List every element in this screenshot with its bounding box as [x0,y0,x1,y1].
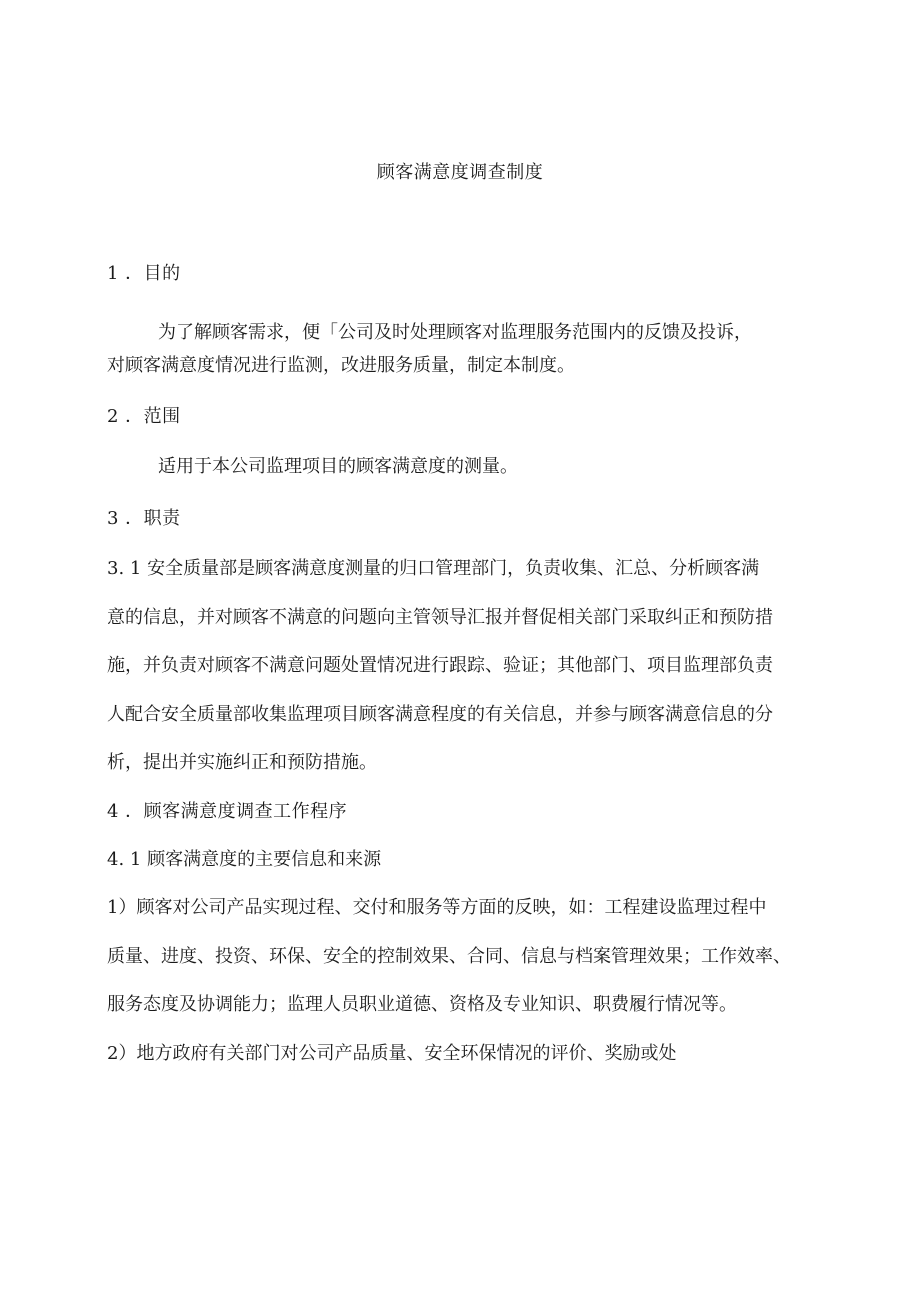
section-1-paragraph-line-1: 为了解顾客需求，便「公司及时处理顾客对监理服务范围内的反馈及投诉， [158,322,752,343]
section-3-1-line-2: 意的信息，并对顾客不满意的问题向主管领导汇报并督促相关部门采取纠正和预防措 [107,607,773,628]
item-1-line-1: 1）顾客对公司产品实现过程、交付和服务等方面的反映，如：工程建设监理过程中 [107,897,767,918]
item-1-line-2: 质量、进度、投资、环保、安全的控制效果、合同、信息与档案管理效果；工作效率、 [107,946,791,967]
section-3-1-line-4: 人配合安全质量部收集监理项目顾客满意程度的有关信息，并参与顾客满意信息的分 [107,704,773,725]
section-1-paragraph-line-2: 对顾客满意度情况进行监测，改进服务质量，制定本制度。 [107,355,575,376]
section-3-heading: 3 ．职责 [107,508,181,529]
document-title: 顾客满意度调查制度 [376,162,544,183]
section-3-1-line-5: 析，提出并实施纠正和预防措施。 [107,752,377,773]
section-4-heading: 4 ．顾客满意度调查工作程序 [107,801,348,822]
section-3-1-line-1: 3. 1 安全质量部是顾客满意度测量的归口管理部门，负责收集、汇总、分析顾客满 [107,558,760,579]
section-3-1-line-3: 施，并负责对顾客不满意问题处置情况进行跟踪、验证；其他部门、项目监理部负责 [107,655,773,676]
section-2-paragraph: 适用于本公司监理项目的顾客满意度的测量。 [158,456,518,477]
item-1-line-3: 服务态度及协调能力；监理人员职业道德、资格及专业知识、职费履行情况等。 [107,994,737,1015]
section-1-heading: 1 ．目的 [107,263,181,284]
section-4-1-heading: 4. 1 顾客满意度的主要信息和来源 [107,849,382,870]
item-2-line-1: 2）地方政府有关部门对公司产品质量、安全环保情况的评价、奖励或处 [107,1043,677,1064]
section-2-heading: 2 ．范围 [107,406,181,427]
